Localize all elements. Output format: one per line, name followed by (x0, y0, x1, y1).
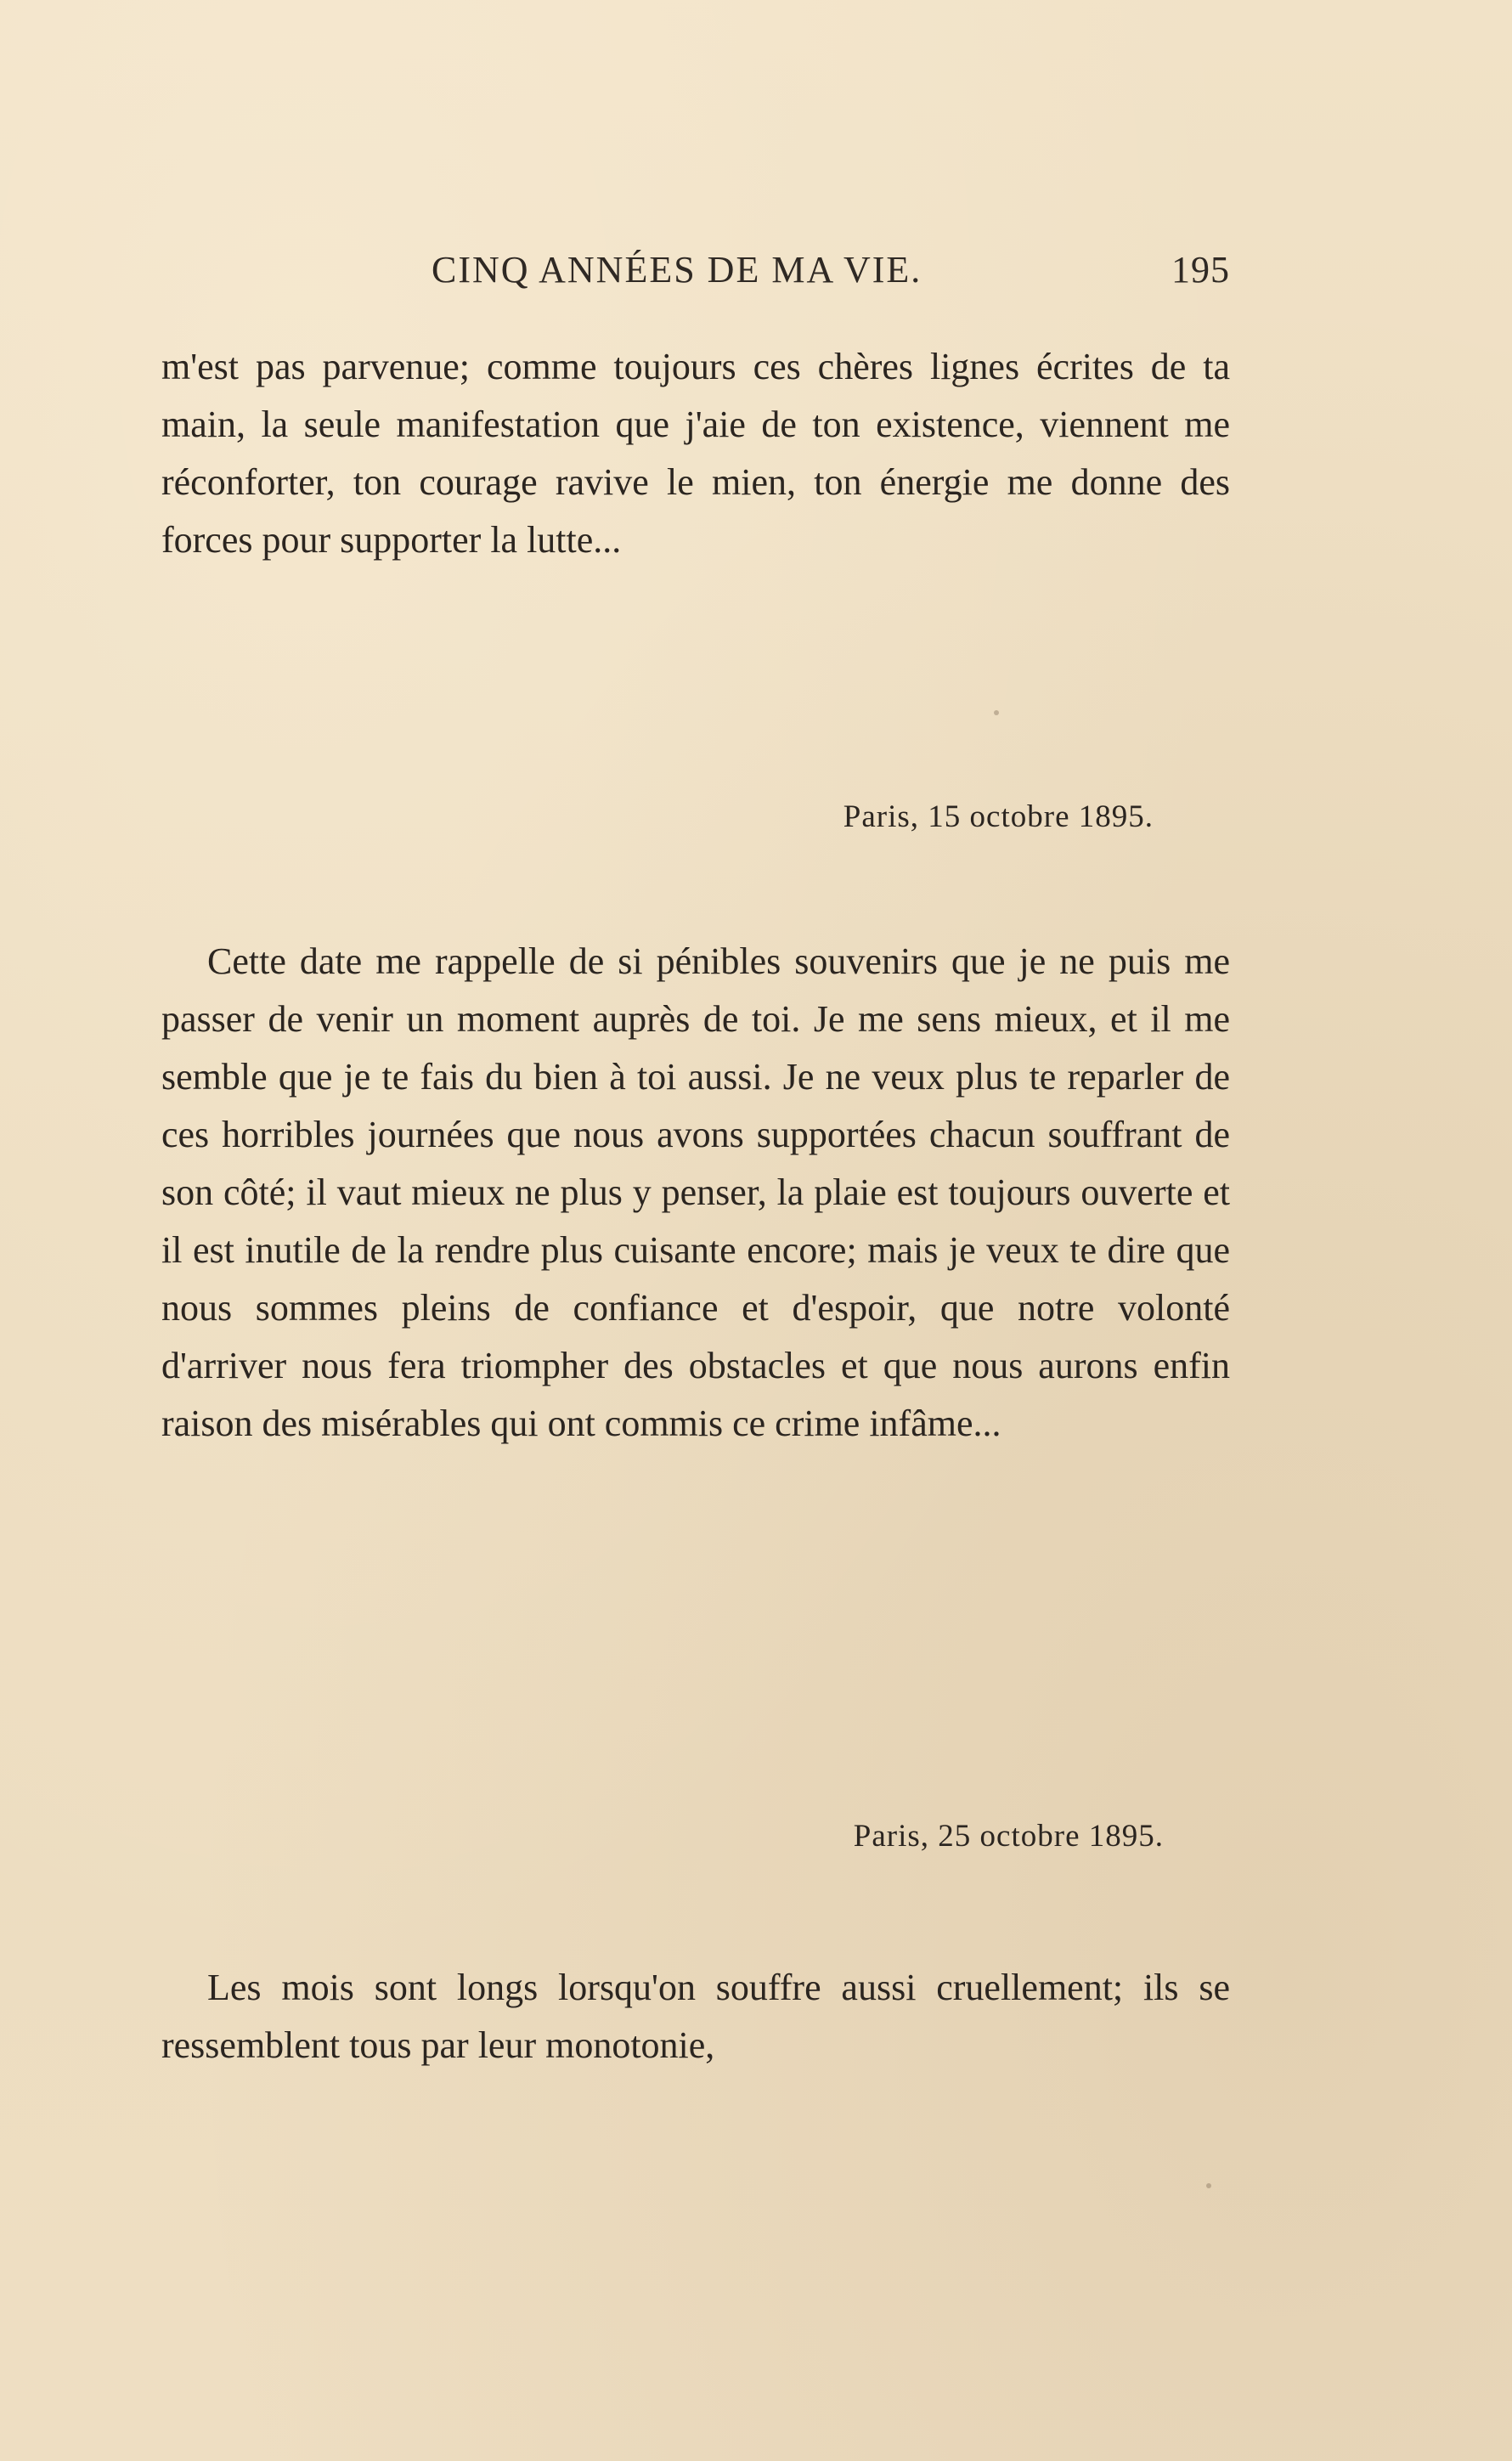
running-header (161, 248, 1230, 299)
page-number: 195 (1171, 249, 1230, 291)
dateline: Paris, 15 octobre 1895. (843, 799, 1154, 834)
paragraph: Les mois sont longs lorsqu'on souffre aussi cruellement; ils se ressemblent tous par leur monotonie, (161, 1967, 1230, 2066)
dateline: Paris, 25 octobre 1895. (853, 1819, 1164, 1854)
running-title: CINQ ANNÉES DE MA VIE. (432, 249, 922, 291)
paper-speck (1206, 2183, 1211, 2188)
paragraph: m'est pas parvenue; comme toujours ces chères lignes écrites de ta main, la seule manifestation que j'aie de ton existence, viennent me réconforter, ton courage ravive le mien, ton énergie me donne des forces pour supporter la lutte... (161, 346, 1230, 561)
paragraph: Cette date me rappelle de si pénibles souvenirs que je ne puis me passer de venir un moment auprès de toi. Je me sens mieux, et il me semble que je te fais du bien à toi aussi. Je ne veux plus te reparler de ces horribles journées que nous avons supportées chacun souffrant de son côté; il vaut mieux ne plus y penser, la plaie est toujours ouverte et il est inutile de la rendre plus cuisante encore; mais je veux te dire que nous sommes pleins de confiance et d'espoir, que notre volonté d'arriver nous fera triompher des obstacles et que nous aurons enfin raison des misérables qui ont commis ce crime infâme... (161, 940, 1230, 1444)
paper-speck (994, 710, 999, 715)
